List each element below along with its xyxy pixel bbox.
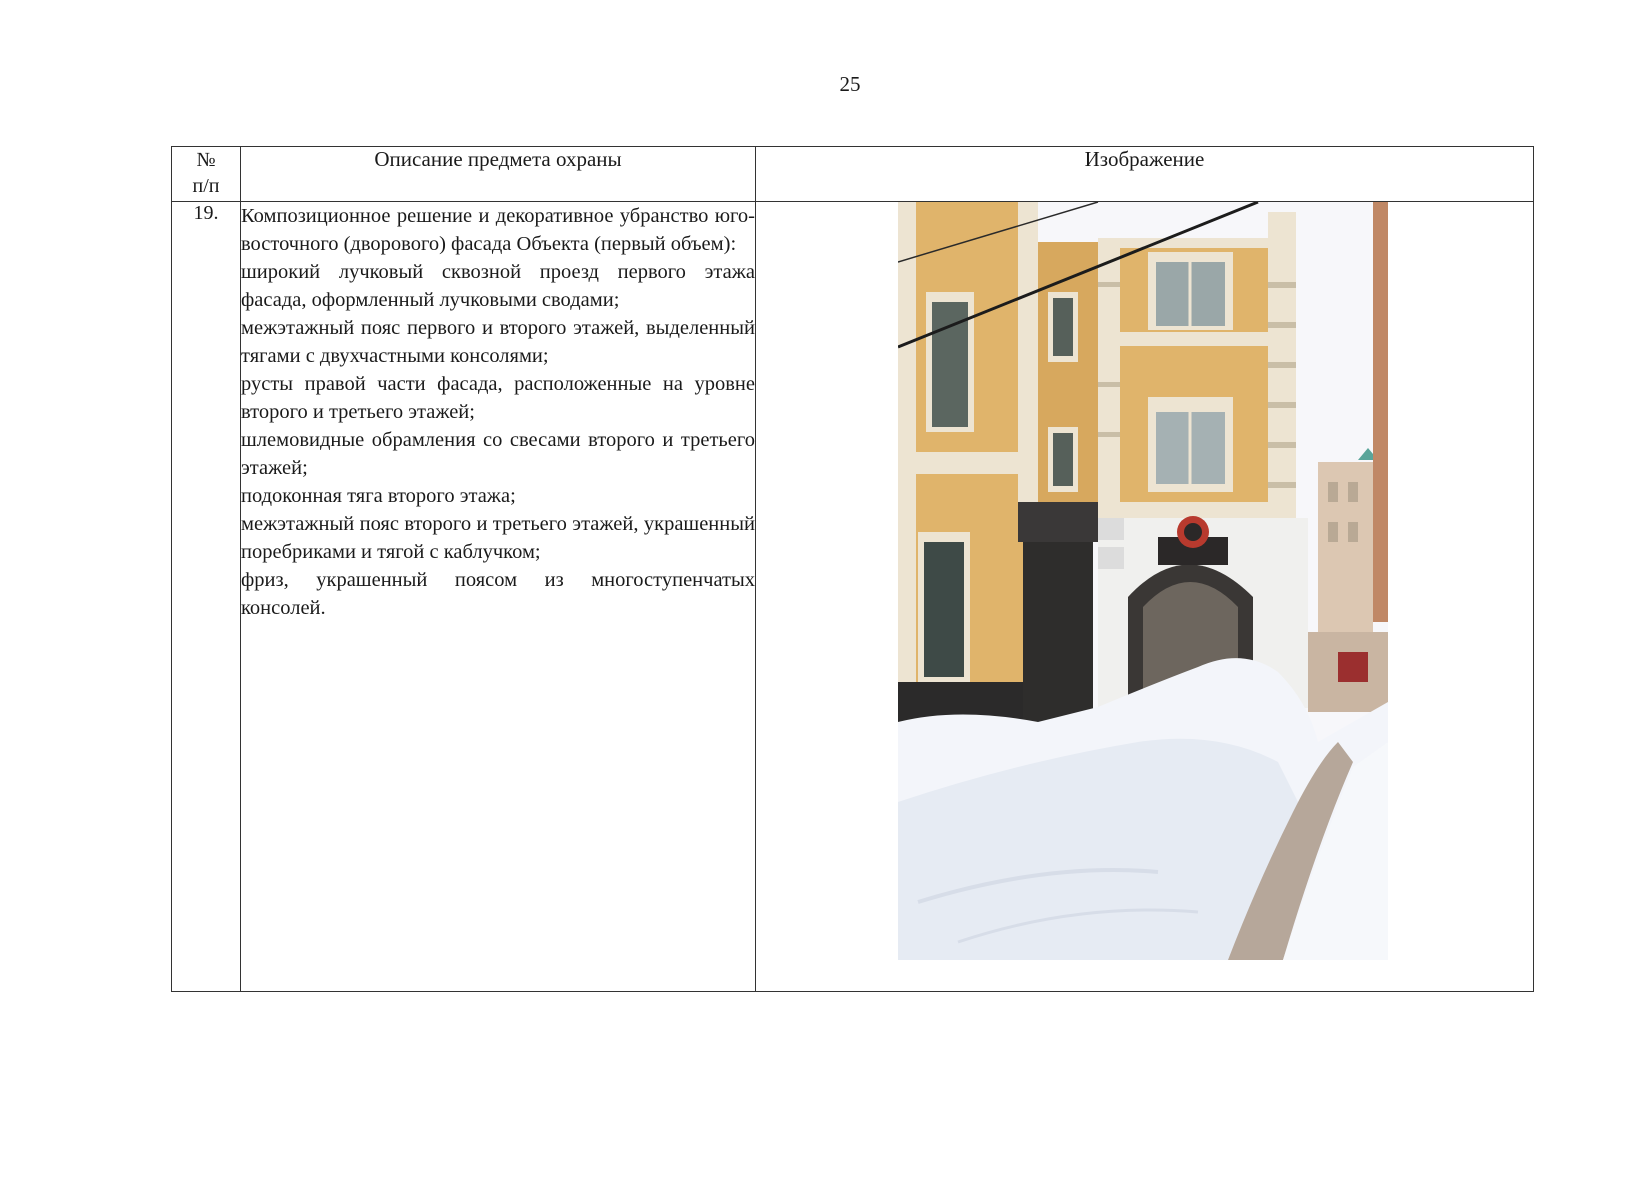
description-item: широкий лучковый сквозной проезд первого этажа фасада, оформленный лучковыми сводами; bbox=[241, 261, 755, 311]
description-item: межэтажный пояс первого и второго этажей, выделенный тягами с двухчастными консолями; bbox=[241, 317, 755, 367]
description-item: шлемовидные обрамления со свесами второго и третьего этажей; bbox=[241, 429, 755, 479]
description-item: межэтажный пояс второго и третьего этажей, украшенный поребриками и тягой с каблучком; bbox=[241, 513, 755, 563]
description-item: русты правой части фасада, расположенные на уровне второго и третьего этажей; bbox=[241, 373, 755, 423]
description-item: подоконная тяга второго этажа; bbox=[241, 485, 516, 507]
header-description: Описание предмета охраны bbox=[241, 147, 756, 202]
protection-table bbox=[171, 146, 1534, 992]
header-num bbox=[172, 147, 241, 202]
row-description bbox=[241, 202, 756, 992]
page-number: 25 bbox=[839, 72, 861, 96]
header-image: Изображение bbox=[756, 147, 1534, 202]
table-row bbox=[172, 202, 1534, 992]
courtyard-facade-photo bbox=[898, 202, 1388, 960]
row-image-cell bbox=[756, 202, 1534, 992]
row-number: 19. bbox=[172, 202, 241, 992]
description-lead: Композиционное решение и декоративное убранство юго-восточного (дворового) фасада Объекта (первый объем): bbox=[241, 205, 755, 255]
table-header-row bbox=[172, 147, 1534, 202]
header-num-label: № п/п bbox=[192, 149, 220, 197]
description-item: фриз, украшенный поясом из многоступенчатых консолей. bbox=[241, 569, 755, 619]
